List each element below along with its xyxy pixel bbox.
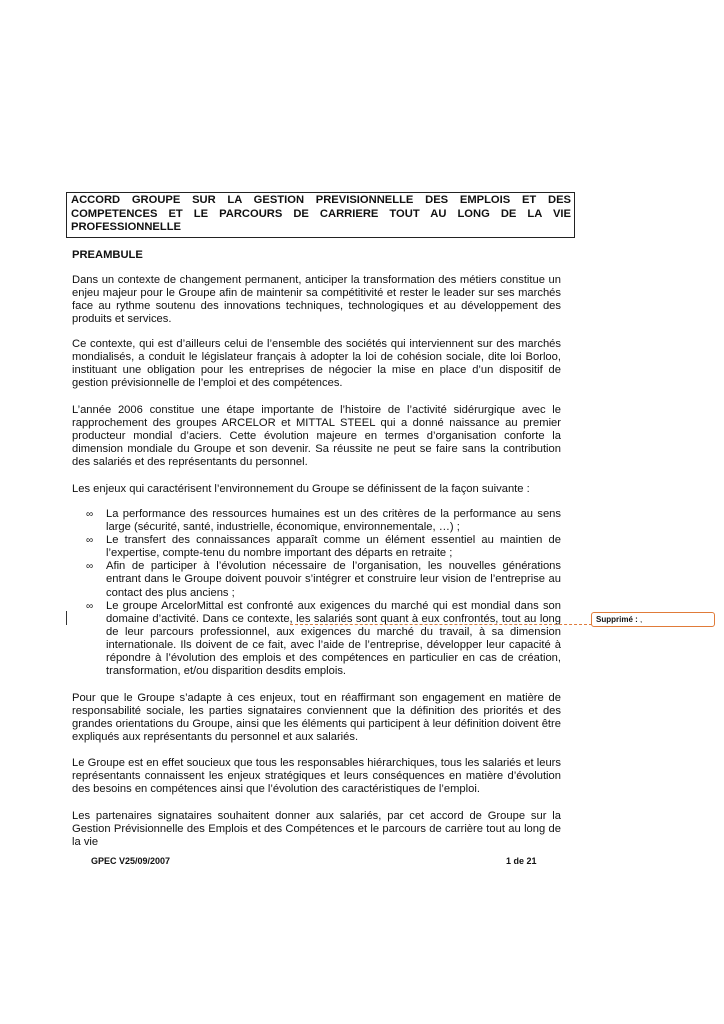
document-title: ACCORD GROUPE SUR LA GESTION PREVISIONNELLE DES EMPLOIS ET DES COMPETENCES ET LE PARCOURS DE CARRIERE TOUT AU LONG DE LA VIE PROFESSIONNELLE — [66, 192, 575, 238]
paragraph-context: Dans un contexte de changement permanent, anticiper la transformation des métiers constitue un enjeu majeur pour le Groupe afin de maintenir sa compétitivité et rester le leader sur ses marchés face au rythme soutenu des innovations techniques, technologiques et au développement des produits et services. — [72, 274, 561, 326]
bullet-icon: ∞ — [86, 535, 94, 547]
revision-comment-balloon[interactable] — [591, 612, 715, 627]
list-item — [72, 560, 561, 599]
footer-version: GPEC V25/09/2007 — [91, 856, 171, 866]
paragraph-enjeux-intro: Les enjeux qui caractérisent l’environnement du Groupe se définissent de la façon suivante : — [72, 483, 530, 495]
list-item — [72, 508, 561, 534]
bullet-icon: ∞ — [86, 561, 94, 573]
paragraph-partenaires: Les partenaires signataires souhaitent donner aux salariés, par cet accord de Groupe sur la Gestion Prévisionnelle des Emplois et des Compétences et le parcours de carrière tout au long de la vie — [72, 810, 561, 849]
revision-change-bar — [66, 611, 67, 625]
comment-label: Supprimé : — [596, 615, 638, 624]
bullet-icon: ∞ — [86, 509, 94, 520]
enjeux-list — [72, 508, 561, 678]
list-item — [72, 600, 561, 679]
bullet-icon: ∞ — [86, 600, 94, 612]
footer-page-number: 1 de 21 — [506, 856, 537, 866]
list-item-text: Le groupe ArcelorMittal est confronté aux exigences du marché qui est mondial dans son domaine d’activité. Dans ce contexte, les salariés sont quant à eux confrontés, tout au long de leur parcours professionnel, aux exigences du marché du travail, à sa dimension internationale. Ils doivent de ce fait, avec l’aide de l’entreprise, développer leur capacité à répondre à l’évolution des emplois et des compétences en particulier en cas de création, transformation, et/ou disparition desdits emplois. — [106, 599, 561, 678]
comment-value: , — [640, 615, 643, 624]
list-item-text: La performance des ressources humaines est un des critères de la performance au sens large (sécurité, santé, industrielle, économique, environnementale, …) ; — [106, 508, 561, 534]
section-heading: PREAMBULE — [72, 249, 143, 261]
list-item — [72, 534, 561, 560]
list-item-text: Afin de participer à l’évolution nécessaire de l’organisation, les nouvelles générations entrant dans le Groupe doivent pouvoir s’intégrer et construire leur vision de l’entreprise au contact des plus anciens ; — [106, 560, 561, 599]
paragraph-2006: L’année 2006 constitue une étape importante de l’histoire de l’activité sidérurgique avec le rapprochement des groupes ARCELOR et MITTAL STEEL qui a donné naissance au premier producteur mondial d’aciers. Cette évolution majeure en termes d’organisation conforte la dimension mondiale du Groupe et son devenir. Sa réussite ne peut se faire sans la contribution des salariés et des représentants du personnel. — [72, 404, 561, 469]
paragraph-responsables: Le Groupe est en effet soucieux que tous les responsables hiérarchiques, tous les salariés et leurs représentants connaissent les enjeux stratégiques et leurs conséquences en matière d’évolution des besoins en compétences ainsi que l’évolution des caractéristiques de l’emploi. — [72, 757, 561, 796]
comment-connector-line — [290, 624, 592, 625]
paragraph-adaptation: Pour que le Groupe s’adapte à ces enjeux, tout en réaffirmant son engagement en matière de responsabilité sociale, les parties signataires conviennent que la définition des priorités et des grandes orientations du Groupe, ainsi que les éléments qui participent à leur définition doivent être expliqués aux représentants du personnel et aux salariés. — [72, 692, 561, 744]
list-item-text: Le transfert des connaissances apparaît comme un élément essentiel au maintien de l’expertise, compte-tenu du nombre important des départs en retraite ; — [106, 534, 561, 560]
paragraph-legislation: Ce contexte, qui est d’ailleurs celui de l’ensemble des sociétés qui interviennent sur des marchés mondialisés, a conduit le législateur français à adopter la loi de cohésion sociale, dite loi Borloo, instituant une obligation pour les entreprises de négocier la mise en place d’un dispositif de gestion prévisionnelle de l’emploi et des compétences. — [72, 338, 561, 390]
